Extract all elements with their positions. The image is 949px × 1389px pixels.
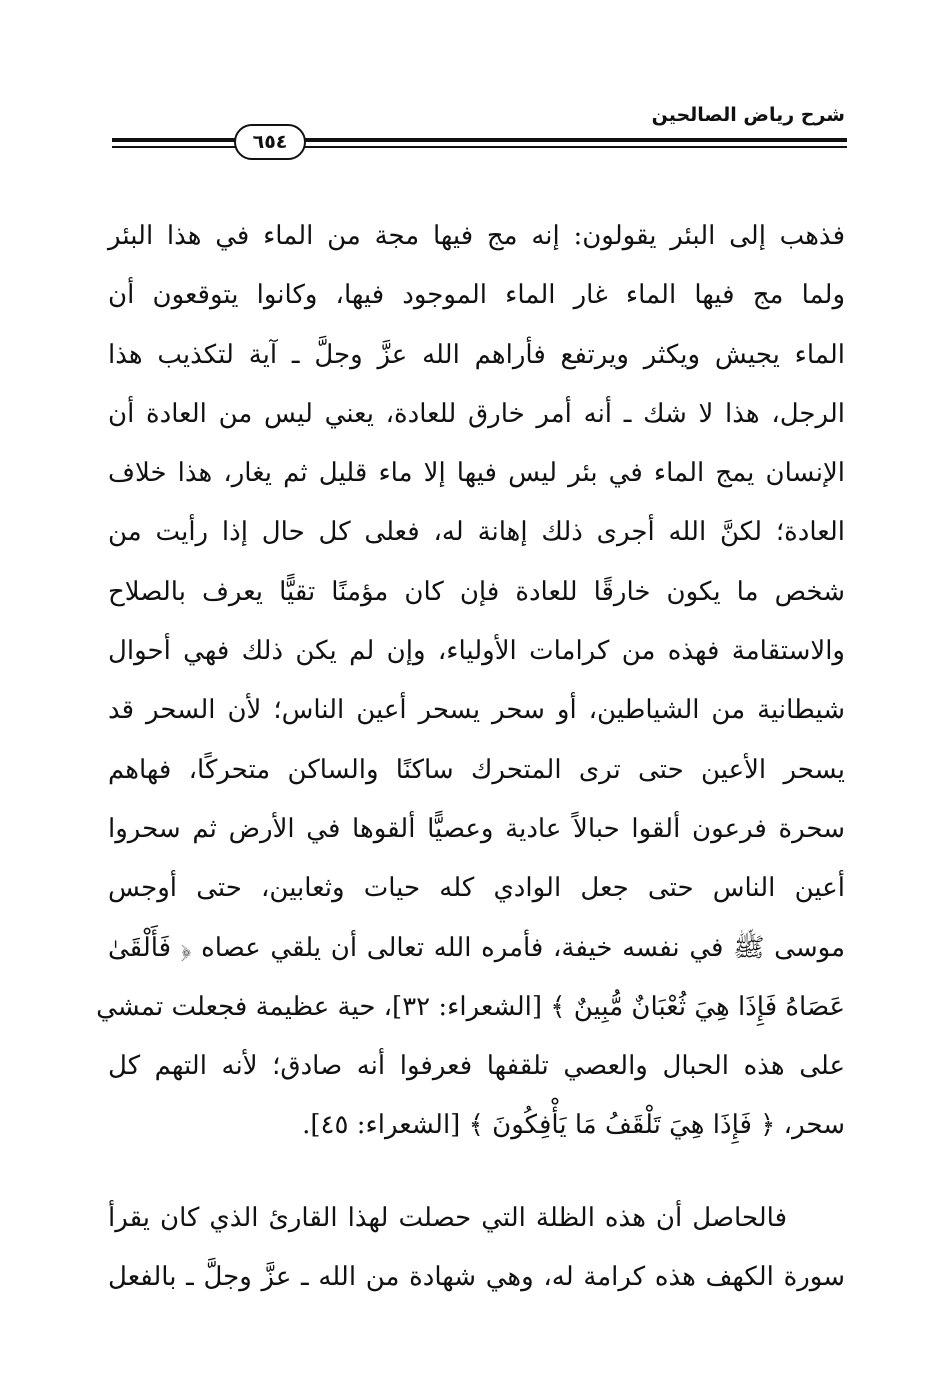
text-line: عَصَاهُ فَإِذَا هِيَ ثُعْبَانٌ مُّبِينٌ ﴾ [الشعراء: ٣٢]، حية عظيمة فجعلت تمشي	[96, 991, 845, 1022]
text-line: العادة؛ لكنَّ الله أجرى ذلك إهانة له، فعلى كل حال إذا رأيت من	[108, 517, 845, 548]
text-line: على هذه الحبال والعصي تلقفها فعرفوا أنه صادق؛ لأنه التهم كل	[108, 1051, 845, 1082]
text-line: سحر، ﴿ فَإِذَا هِيَ تَلْقَفُ مَا يَأْفِكُونَ ﴾ [الشعراء: ٤٥].	[302, 1110, 845, 1141]
text-line: ولما مج فيها الماء غار الماء الموجود فيها، وكانوا يتوقعون أن	[108, 280, 845, 311]
text-line: يسحر الأعين حتى ترى المتحرك ساكنًا والساكن متحركًا، فهاهم	[108, 754, 845, 785]
text-line: سحرة فرعون ألقوا حبالاً عادية وعصيًّا ألقوها في الأرض ثم سحروا	[108, 813, 845, 844]
running-title: شرح رياض الصالحين	[651, 104, 845, 126]
paragraph-1	[96, 207, 845, 1156]
header-rule-light	[112, 146, 847, 148]
body-text	[96, 207, 845, 1307]
text-line: شيطانية من الشياطين، أو سحر يسحر أعين الناس؛ لأن السحر قد	[108, 695, 845, 726]
text-line: موسى ﷺ في نفسه خيفة، فأمره الله تعالى أن يلقي عصاه ﴿ فَأَلْقَىٰ	[108, 932, 845, 963]
text-line: فالحاصل أن هذه الظلة التي حصلت لهذا القارئ الذي كان يقرأ	[108, 1202, 787, 1233]
page-header	[112, 100, 847, 156]
text-line: الماء يجيش ويكثر ويرتفع فأراهم الله عزَّ وجلَّ ـ آية لتكذيب هذا	[108, 339, 845, 370]
text-line: فذهب إلى البئر يقولون: إنه مج فيها مجة من الماء في هذا البئر	[108, 221, 845, 251]
text-line: والاستقامة فهذه من كرامات الأولياء، وإن لم يكن ذلك فهي أحوال	[108, 636, 845, 667]
text-line: شخص ما يكون خارقًا للعادة فإن كان مؤمنًا تقيًّا يعرف بالصلاح	[108, 576, 845, 607]
text-line: أعين الناس حتى جعل الوادي كله حيات وثعابين، حتى أوجس	[108, 873, 845, 904]
text-line: الإنسان يمج الماء في بئر ليس فيها إلا ماء قليل ثم يغار، هذا خلاف	[108, 458, 845, 489]
paragraph-2	[108, 1189, 845, 1308]
text-line: سورة الكهف هذه كرامة له، وهي شهادة من الله ـ عزَّ وجلَّ ـ بالفعل	[108, 1262, 845, 1293]
page-number: ٦٥٤	[252, 131, 288, 153]
text-line: الرجل، هذا لا شك ـ أنه أمر خارق للعادة، يعني ليس من العادة أن	[108, 398, 845, 429]
paragraph-gap	[108, 1156, 845, 1189]
page-number-badge	[234, 124, 306, 160]
